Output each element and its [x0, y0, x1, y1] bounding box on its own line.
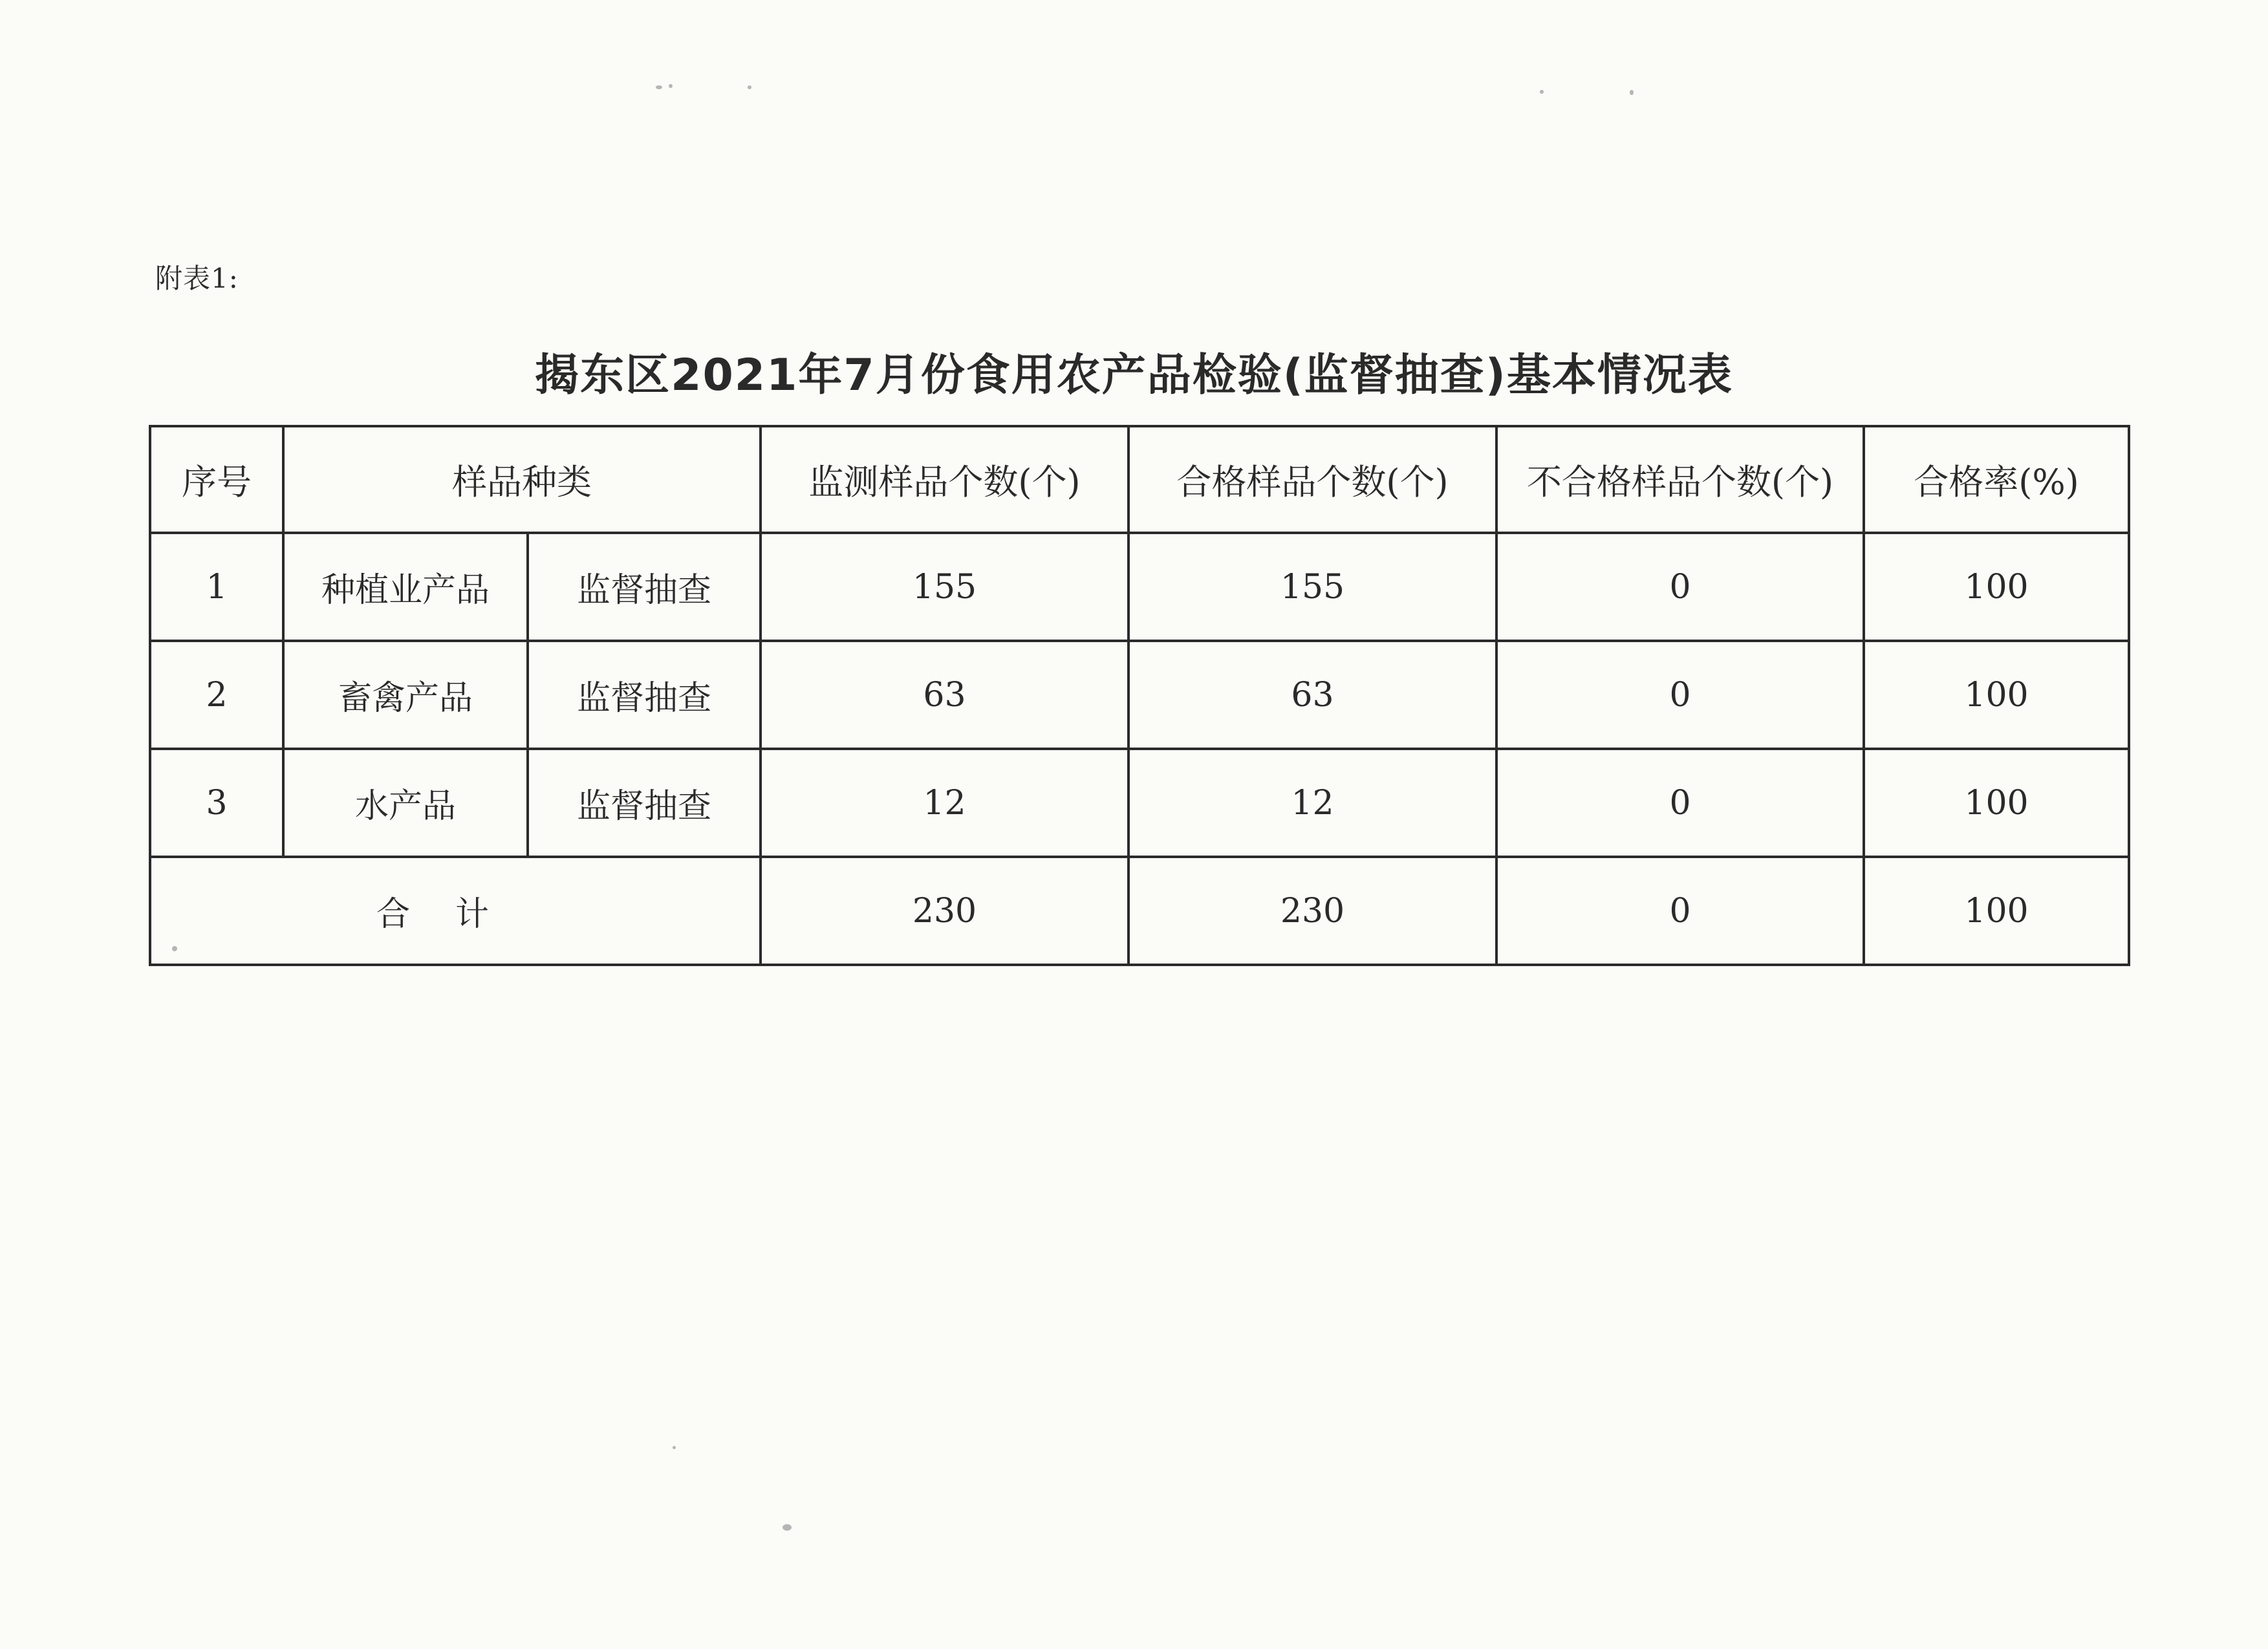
cell-pass-rate: 100: [1864, 641, 2129, 749]
table-row: [150, 533, 2129, 641]
cell-passed: 155: [1129, 533, 1496, 641]
header-failed: 不合格样品个数(个): [1496, 426, 1864, 533]
cell-inspection-type: 监督抽查: [528, 641, 761, 749]
cell-seq: 3: [150, 749, 283, 857]
scan-speck: [783, 1524, 792, 1531]
header-tested: 监测样品个数(个): [761, 426, 1129, 533]
cell-inspection-type: 监督抽查: [528, 749, 761, 857]
cell-seq: 2: [150, 641, 283, 749]
cell-category: 畜禽产品: [283, 641, 528, 749]
table-total-row: [150, 857, 2129, 965]
cell-inspection-type: 监督抽查: [528, 533, 761, 641]
header-pass-rate: 合格率(%): [1864, 426, 2129, 533]
document-title: 揭东区2021年7月份食用农产品检验(监督抽查)基本情况表: [535, 350, 1733, 401]
cell-category: 水产品: [283, 749, 528, 857]
inspection-summary-table: [149, 425, 2130, 966]
cell-failed: 0: [1496, 641, 1864, 749]
cell-pass-rate: 100: [1864, 533, 2129, 641]
header-category: 样品种类: [283, 426, 761, 533]
total-tested: 230: [761, 857, 1129, 965]
cell-tested: 63: [761, 641, 1129, 749]
scan-speck: [669, 84, 673, 88]
scan-speck: [673, 1446, 676, 1449]
cell-category: 种植业产品: [283, 533, 528, 641]
scan-speck: [656, 85, 662, 89]
scan-speck: [1630, 90, 1634, 95]
cell-pass-rate: 100: [1864, 749, 2129, 857]
scan-speck: [1540, 90, 1544, 94]
cell-tested: 12: [761, 749, 1129, 857]
cell-passed: 63: [1129, 641, 1496, 749]
table-row: [150, 749, 2129, 857]
total-pass-rate: 100: [1864, 857, 2129, 965]
table-header-row: [150, 426, 2129, 533]
cell-failed: 0: [1496, 533, 1864, 641]
scan-speck: [748, 85, 751, 89]
cell-seq: 1: [150, 533, 283, 641]
total-failed: 0: [1496, 857, 1864, 965]
cell-failed: 0: [1496, 749, 1864, 857]
table-row: [150, 641, 2129, 749]
total-label: 合计: [150, 857, 761, 965]
total-passed: 230: [1129, 857, 1496, 965]
header-passed: 合格样品个数(个): [1129, 426, 1496, 533]
scan-speck: [172, 946, 177, 951]
cell-tested: 155: [761, 533, 1129, 641]
attachment-label: 附表1:: [155, 263, 239, 294]
cell-passed: 12: [1129, 749, 1496, 857]
header-seq: 序号: [150, 426, 283, 533]
